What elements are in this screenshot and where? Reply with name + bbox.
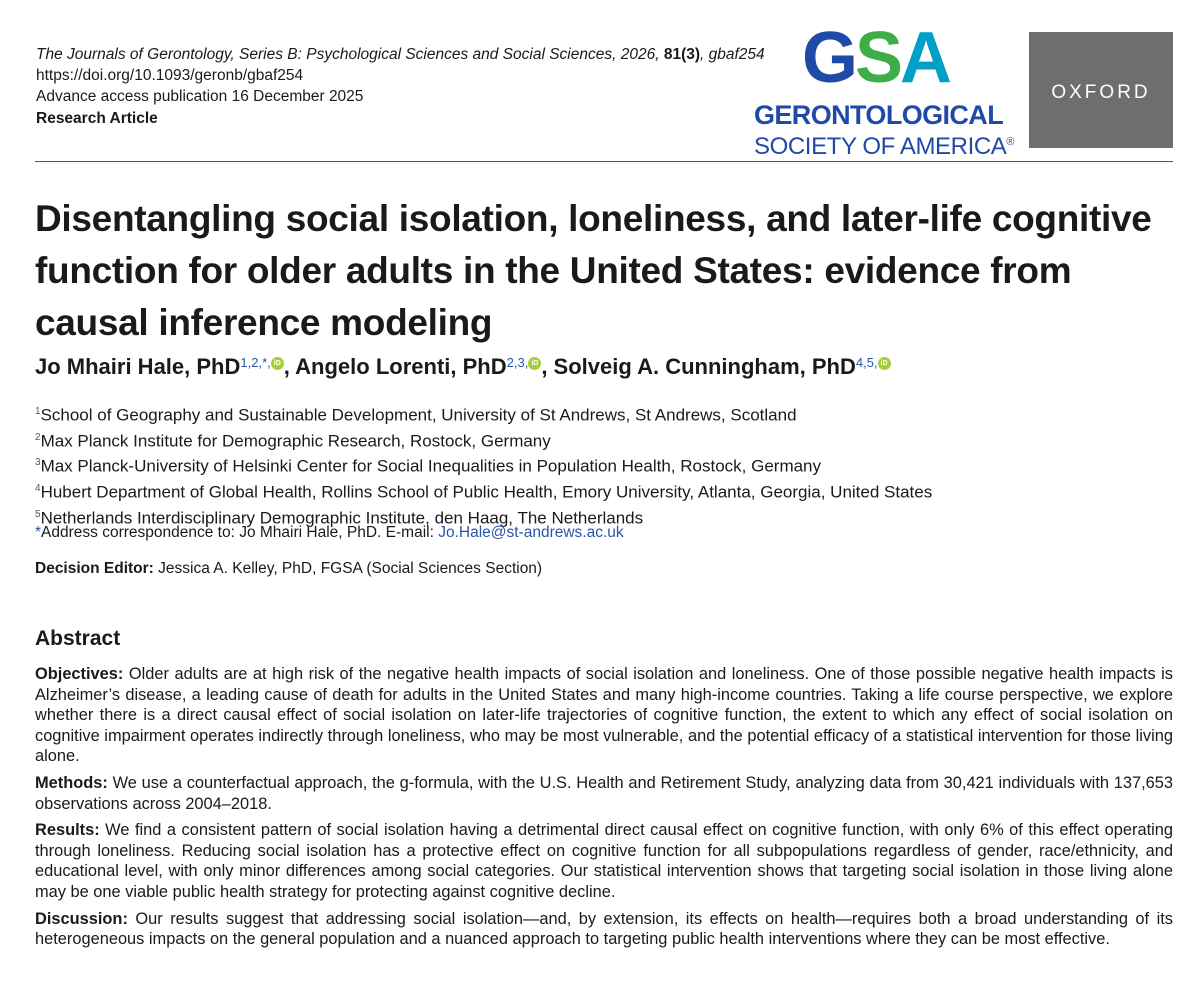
journal-article-id: , gbaf254 (700, 46, 765, 63)
author[interactable] (295, 354, 553, 379)
journal-name: The Journals of Gerontology, Series B: Psychological Sciences and Social Sciences (36, 46, 613, 63)
publication-date: Advance access publication 16 December 2025 (36, 88, 364, 105)
author-affiliation-refs[interactable]: 1,2,*, (240, 355, 271, 370)
gsa-letters (802, 18, 950, 98)
abstract-section-text: Our results suggest that addressing social isolation—and, by extension, its effects on health—requires both a broad understanding of its heterogeneous impacts on the general population and a nuanced approach to targeting public health interventions where they can be most effective. (35, 909, 1173, 949)
journal-header (36, 44, 765, 129)
orcid-icon[interactable]: iD (271, 357, 284, 370)
oxford-logo (1029, 32, 1173, 148)
decision-editor-label: Decision Editor: (35, 560, 154, 577)
article-type: Research Article (36, 110, 158, 127)
author-separator: , (541, 354, 554, 379)
correspondence-asterisk: * (35, 524, 42, 541)
decision-editor-name: Jessica A. Kelley, PhD, FGSA (Social Sciences Section) (153, 560, 543, 577)
author-list (35, 354, 891, 380)
affiliation-text: School of Geography and Sustainable Development, University of St Andrews, St Andrews, Scotland (40, 405, 797, 425)
author-affiliation-refs[interactable]: 4,5, (855, 355, 878, 370)
oxford-logo-text: OXFORD (1051, 82, 1151, 103)
abstract-section-label: Methods: (35, 773, 108, 792)
abstract-results (35, 820, 1173, 902)
abstract-objectives (35, 664, 1173, 767)
correspondence (35, 524, 624, 542)
affiliation-number: 5 (35, 508, 41, 520)
affiliation-text: Netherlands Interdisciplinary Demographic Institute, den Haag, The Netherlands (40, 508, 644, 528)
author-name: Solveig A. Cunningham, PhD (553, 354, 856, 379)
abstract-section-text: We find a consistent pattern of social isolation having a detrimental direct causal effect on cognitive function, with only 6% of this effect operating through loneliness. Reducing social isolation has a protective effect on cognitive function for all subpopulations regardless of gender, race/ethnicity, and educational level, with only minor differences among social categories. Our statistical intervention shows that targeting social isolation in those living alone may be one viable public health strategy for protecting against cognitive decline. (35, 821, 1173, 901)
affiliation-text: Max Planck-University of Helsinki Center for Social Inequalities in Population Health, Rostock, Germany (40, 456, 822, 476)
orcid-icon[interactable]: iD (528, 357, 541, 370)
gsa-name (754, 102, 1014, 160)
decision-editor (35, 560, 542, 578)
affiliation-number: 2 (35, 431, 41, 443)
author-separator: , (283, 354, 296, 379)
abstract-body (35, 664, 1173, 956)
gsa-letter-a: A (900, 18, 950, 98)
abstract-methods (35, 773, 1173, 814)
gsa-name-line2: SOCIETY OF AMERICA (754, 133, 1007, 160)
affiliation-number: 4 (35, 482, 41, 494)
journal-citation (36, 44, 765, 65)
gsa-registered-mark: ® (1006, 136, 1015, 148)
affiliation-item (35, 452, 932, 478)
affiliation-item (35, 401, 932, 427)
affiliation-text: Max Planck Institute for Demographic Research, Rostock, Germany (40, 431, 551, 451)
abstract-section-label: Objectives: (35, 665, 124, 683)
affiliation-text: Hubert Department of Global Health, Rollins School of Public Health, Emory University, Atlanta, Georgia, United States (40, 482, 933, 502)
abstract-section-label: Discussion: (35, 909, 128, 928)
article-title: Disentangling social isolation, loneliness, and later-life cognitive function for older adults in the United States: evidence from causal inference modeling (35, 198, 1152, 343)
gsa-letter-g: G (802, 18, 856, 98)
correspondence-email-link[interactable]: Jo.Hale@st-andrews.ac.uk (438, 524, 624, 541)
header-divider (35, 161, 1173, 162)
doi-link[interactable]: https://doi.org/10.1093/geronb/gbaf254 (36, 67, 304, 84)
journal-volume-issue: 81(3) (663, 46, 701, 63)
affiliation-list (35, 401, 932, 529)
gsa-name-line2-wrap (754, 129, 1014, 160)
correspondence-text: Address correspondence to: Jo Mhairi Hale, PhD. E-mail: (41, 524, 439, 541)
affiliation-number: 3 (35, 457, 41, 469)
abstract-section-label: Results: (35, 821, 100, 840)
abstract-section-text: Older adults are at high risk of the negative health impacts of social isolation and loneliness. One of those possible negative health impacts is Alzheimer’s disease, a leading cause of death for adults in the United States and many high-income countries. Taking a life course perspective, we explore whether there is a direct causal effect of social isolation on later-life trajectories of cognitive function, the extent to which any effect of social isolation on cognitive impairment operates indirectly through loneliness, who may be most vulnerable, and the potential efficacy of a statistical intervention for those living alone. (35, 665, 1173, 766)
gsa-logo (752, 18, 1015, 160)
abstract-heading: Abstract (35, 627, 121, 650)
gsa-letter-s: S (855, 18, 901, 98)
abstract-discussion (35, 909, 1173, 950)
affiliation-item (35, 427, 932, 453)
author[interactable] (554, 354, 891, 379)
author-name: Jo Mhairi Hale, PhD (35, 354, 241, 379)
journal-year: , 2026, (612, 46, 664, 63)
orcid-icon[interactable]: iD (878, 357, 891, 370)
affiliation-item (35, 478, 932, 504)
gsa-name-line1: GERONTOLOGICAL (754, 100, 1004, 130)
affiliation-number: 1 (35, 406, 41, 417)
author-affiliation-refs[interactable]: 2,3, (506, 355, 529, 370)
author-name: Angelo Lorenti, PhD (295, 354, 507, 379)
abstract-section-text: We use a counterfactual approach, the g-formula, with the U.S. Health and Retirement Study, analyzing data from 30,421 individuals with 137,653 observations across 2004–2018. (35, 773, 1173, 813)
author[interactable] (35, 354, 295, 379)
